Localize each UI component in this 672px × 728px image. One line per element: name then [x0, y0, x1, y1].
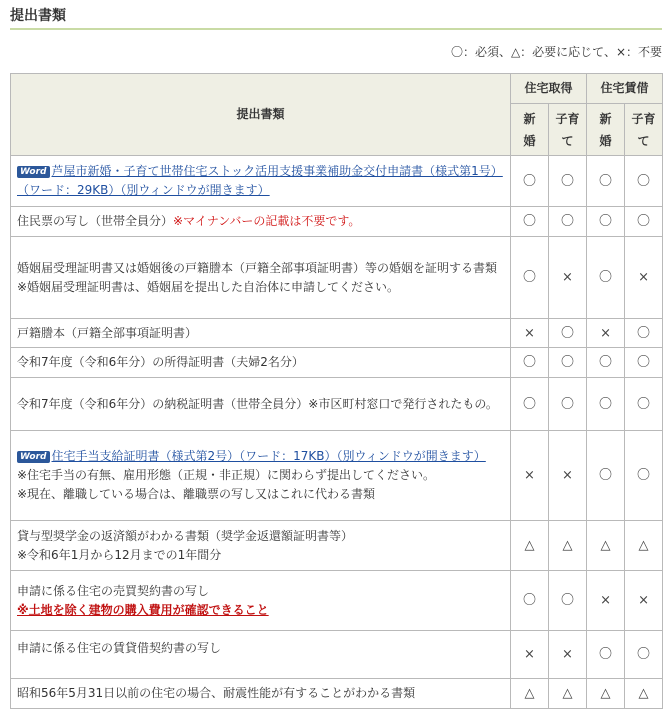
document-name: 住民票の写し（世帯全員分）	[17, 214, 174, 228]
word-file-icon: Word	[17, 166, 50, 178]
requirement-mark: 〇	[587, 431, 625, 521]
requirement-mark: ×	[625, 571, 663, 631]
table-row	[11, 207, 663, 237]
document-cell	[11, 631, 511, 679]
requirement-mark: 〇	[511, 348, 549, 378]
table-row	[11, 679, 663, 709]
document-cell	[11, 679, 511, 709]
document-cell	[11, 319, 511, 348]
requirement-mark: 〇	[625, 378, 663, 431]
document-name: 令和7年度（令和6年分）の納税証明書（世帯全員分）※市区町村窓口で発行されたもの。	[17, 396, 498, 411]
requirement-mark: 〇	[625, 431, 663, 521]
application-form-link[interactable]: 芦屋市新婚・子育て世帯住宅ストック活用支援事業補助金交付申請書（様式第1号）（ワード：29KB）（別ウィンドウが開きます）	[17, 164, 503, 197]
document-name: 申請に係る住宅の賃貸借契約書の写し	[17, 641, 222, 655]
header-housing-rental: 住宅賃借	[587, 74, 663, 104]
requirement-mark: 〇	[549, 378, 587, 431]
requirement-mark: 〇	[549, 348, 587, 378]
document-name: 貸与型奨学金の返済額がわかる書類（奨学金返還額証明書等）	[17, 528, 354, 543]
document-note: ※令和6年1月から12月までの1年間分	[17, 547, 222, 562]
document-note-red: ※マイナンバーの記載は不要です。	[173, 214, 361, 228]
table-row	[11, 319, 663, 348]
requirement-mark: ×	[587, 319, 625, 348]
document-cell	[11, 156, 511, 207]
document-name: 婚姻届受理証明書又は婚姻後の戸籍謄本（戸籍全部事項証明書）等の婚姻を証明する書類	[17, 260, 498, 275]
housing-allowance-form-link[interactable]: 住宅手当支給証明書（様式第2号）（ワード：17KB）（別ウィンドウが開きます）	[51, 449, 486, 463]
table-row	[11, 348, 663, 378]
requirement-mark: ×	[587, 571, 625, 631]
table-row	[11, 521, 663, 571]
requirement-mark: 〇	[625, 348, 663, 378]
document-name: 令和7年度（令和6年分）の所得証明書（夫婦2名分）	[17, 355, 304, 369]
requirement-mark: △	[549, 679, 587, 709]
requirement-mark: 〇	[511, 571, 549, 631]
requirement-mark: △	[511, 679, 549, 709]
requirement-mark: 〇	[549, 319, 587, 348]
requirement-mark: 〇	[587, 348, 625, 378]
requirement-mark: 〇	[587, 237, 625, 319]
document-note: ※婚姻届受理証明書は、婚姻届を提出した自治体に申請してください。	[17, 279, 400, 294]
requirement-mark: 〇	[625, 319, 663, 348]
document-cell	[11, 431, 511, 521]
requirement-mark: ×	[511, 431, 549, 521]
document-cell	[11, 207, 511, 237]
documents-table	[10, 73, 663, 709]
requirement-mark: 〇	[511, 156, 549, 207]
requirement-mark: 〇	[625, 156, 663, 207]
document-name: 戸籍謄本（戸籍全部事項証明書）	[17, 325, 198, 340]
document-note: ※住宅手当の有無、雇用形態（正規・非正規）に関わらず提出してください。	[17, 468, 436, 482]
requirement-mark: ×	[511, 631, 549, 679]
requirement-mark: 〇	[549, 207, 587, 237]
requirement-mark: △	[511, 521, 549, 571]
document-name: 申請に係る住宅の売買契約書の写し	[17, 583, 210, 598]
requirement-mark: ×	[549, 631, 587, 679]
header-newlywed-rent: 新婚	[587, 104, 625, 156]
requirement-mark: 〇	[587, 378, 625, 431]
requirement-mark: ×	[549, 237, 587, 319]
document-note: ※現在、離職している場合は、離職票の写し又はこれに代わる書類	[17, 487, 376, 501]
table-row	[11, 431, 663, 521]
header-childrearing-acquire: 子育て	[549, 104, 587, 156]
requirement-mark: 〇	[587, 207, 625, 237]
requirement-mark: 〇	[625, 207, 663, 237]
word-file-icon: Word	[17, 451, 50, 463]
table-row	[11, 378, 663, 431]
requirement-mark: △	[587, 521, 625, 571]
table-row	[11, 571, 663, 631]
requirement-mark: 〇	[549, 156, 587, 207]
header-childrearing-rent: 子育て	[625, 104, 663, 156]
requirement-mark: △	[625, 521, 663, 571]
requirement-mark: 〇	[587, 631, 625, 679]
document-cell	[11, 521, 511, 571]
header-documents: 提出書類	[11, 74, 511, 156]
document-note-red: ※土地を除く建物の購入費用が確認できること	[17, 602, 269, 617]
document-cell	[11, 237, 511, 319]
requirement-mark: 〇	[549, 571, 587, 631]
document-cell	[11, 348, 511, 378]
requirement-mark: △	[625, 679, 663, 709]
header-housing-acquisition: 住宅取得	[511, 74, 587, 104]
requirement-mark: △	[549, 521, 587, 571]
document-cell	[11, 378, 511, 431]
requirement-mark: ×	[625, 237, 663, 319]
requirement-mark: 〇	[625, 631, 663, 679]
document-name: 昭和56年5月31日以前の住宅の場合、耐震性能が有することがわかる書類	[17, 686, 416, 700]
requirement-mark: ×	[549, 431, 587, 521]
legend-text: 〇：必須、△：必要に応じて、×：不要	[450, 45, 662, 59]
header-newlywed-acquire: 新婚	[511, 104, 549, 156]
table-row	[11, 631, 663, 679]
requirement-mark: 〇	[511, 378, 549, 431]
requirement-mark: △	[587, 679, 625, 709]
requirement-mark: 〇	[587, 156, 625, 207]
requirement-mark: 〇	[511, 207, 549, 237]
requirement-mark: 〇	[511, 237, 549, 319]
document-cell	[11, 571, 511, 631]
table-row	[11, 237, 663, 319]
table-row	[11, 156, 663, 207]
requirement-mark: ×	[511, 319, 549, 348]
page-title: 提出書類	[10, 6, 662, 30]
